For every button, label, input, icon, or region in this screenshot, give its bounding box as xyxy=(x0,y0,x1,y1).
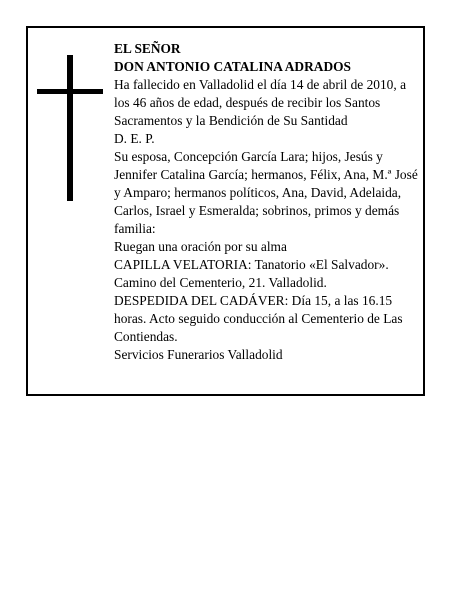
farewell-info: DESPEDIDA DEL CADÁVER: Día 15, a las 16.15 horas. Acto seguido conducción al Cementerio de Las Contiendas. xyxy=(114,293,403,344)
deceased-name: DON ANTONIO CATALINA ADRADOS xyxy=(114,59,351,74)
cross-vertical-bar xyxy=(67,55,73,201)
cross-icon xyxy=(37,55,103,201)
death-announcement: Ha fallecido en Valladolid el día 14 de abril de 2010, a los 46 años de edad, después de recibir los Santos Sacramentos y la Bendición de Su Santidad xyxy=(114,77,407,128)
cross-horizontal-bar xyxy=(37,89,103,94)
notice-title: EL SEÑOR xyxy=(114,41,181,56)
prayer-request: Ruegan una oración por su alma xyxy=(114,239,287,254)
rest-in-peace: D. E. P. xyxy=(114,131,155,146)
chapel-info: CAPILLA VELATORIA: Tanatorio «El Salvador». Camino del Cementerio, 21. Valladolid. xyxy=(114,257,389,290)
funeral-services: Servicios Funerarios Valladolid xyxy=(114,347,283,362)
obituary-notice xyxy=(26,26,425,396)
family-list: Su esposa, Concepción García Lara; hijos, Jesús y Jennifer Catalina García; hermanos, Félix, Ana, M.ª José y Amparo; hermanos políticos, Ana, David, Adelaida, Carlos, Israel y Esmeralda; sobrinos, primos y demás familia: xyxy=(114,149,418,236)
obituary-text xyxy=(114,40,419,364)
